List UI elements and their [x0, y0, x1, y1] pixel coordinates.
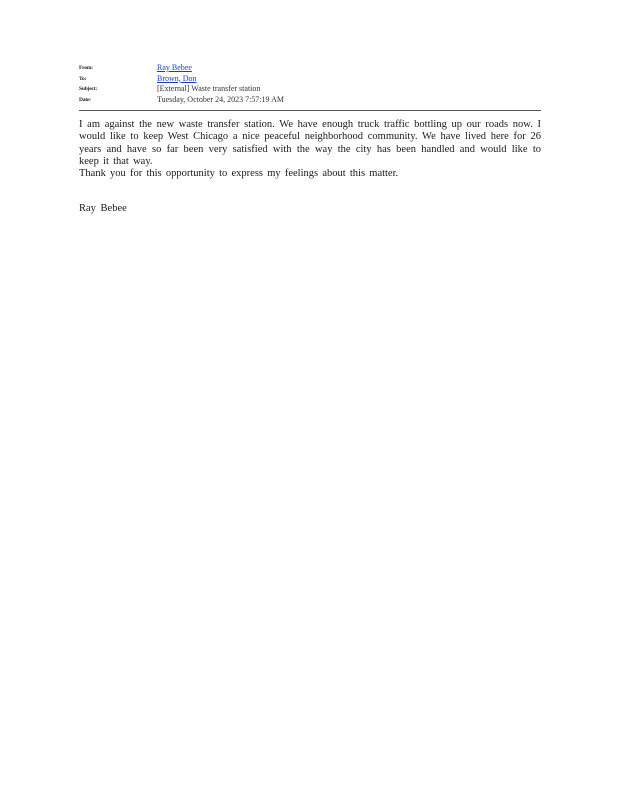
date-value: Tuesday, October 24, 2023 7:57:19 AM — [157, 94, 284, 104]
subject-row — [79, 84, 541, 95]
from-sender-link[interactable]: Ray Bebee — [157, 63, 192, 72]
subject-label: Subject: — [79, 86, 97, 92]
to-recipient-link[interactable]: Brown, Don — [157, 73, 197, 83]
date-row — [79, 95, 541, 106]
header-divider — [79, 110, 541, 111]
to-label: To: — [79, 75, 87, 82]
from-row — [79, 63, 541, 74]
email-body — [79, 119, 541, 180]
subject-value: [External] Waste transfer station — [157, 84, 261, 93]
body-paragraph-1: I am against the new waste transfer station. We have enough truck traffic bottling up our roads now. I would like to keep West Chicago a nice peaceful neighborhood community. We have lived here for 26 years and have so far been very satisfied with the way the city has been handled and would like to keep it that way. — [79, 119, 541, 167]
signature: Ray Bebee — [79, 203, 127, 214]
body-paragraph-2: Thank you for this opportunity to express my feelings about this matter. — [79, 168, 399, 180]
date-label: Date: — [79, 96, 91, 103]
to-row — [79, 74, 541, 85]
email-header — [79, 63, 541, 105]
from-label: From: — [79, 65, 93, 71]
